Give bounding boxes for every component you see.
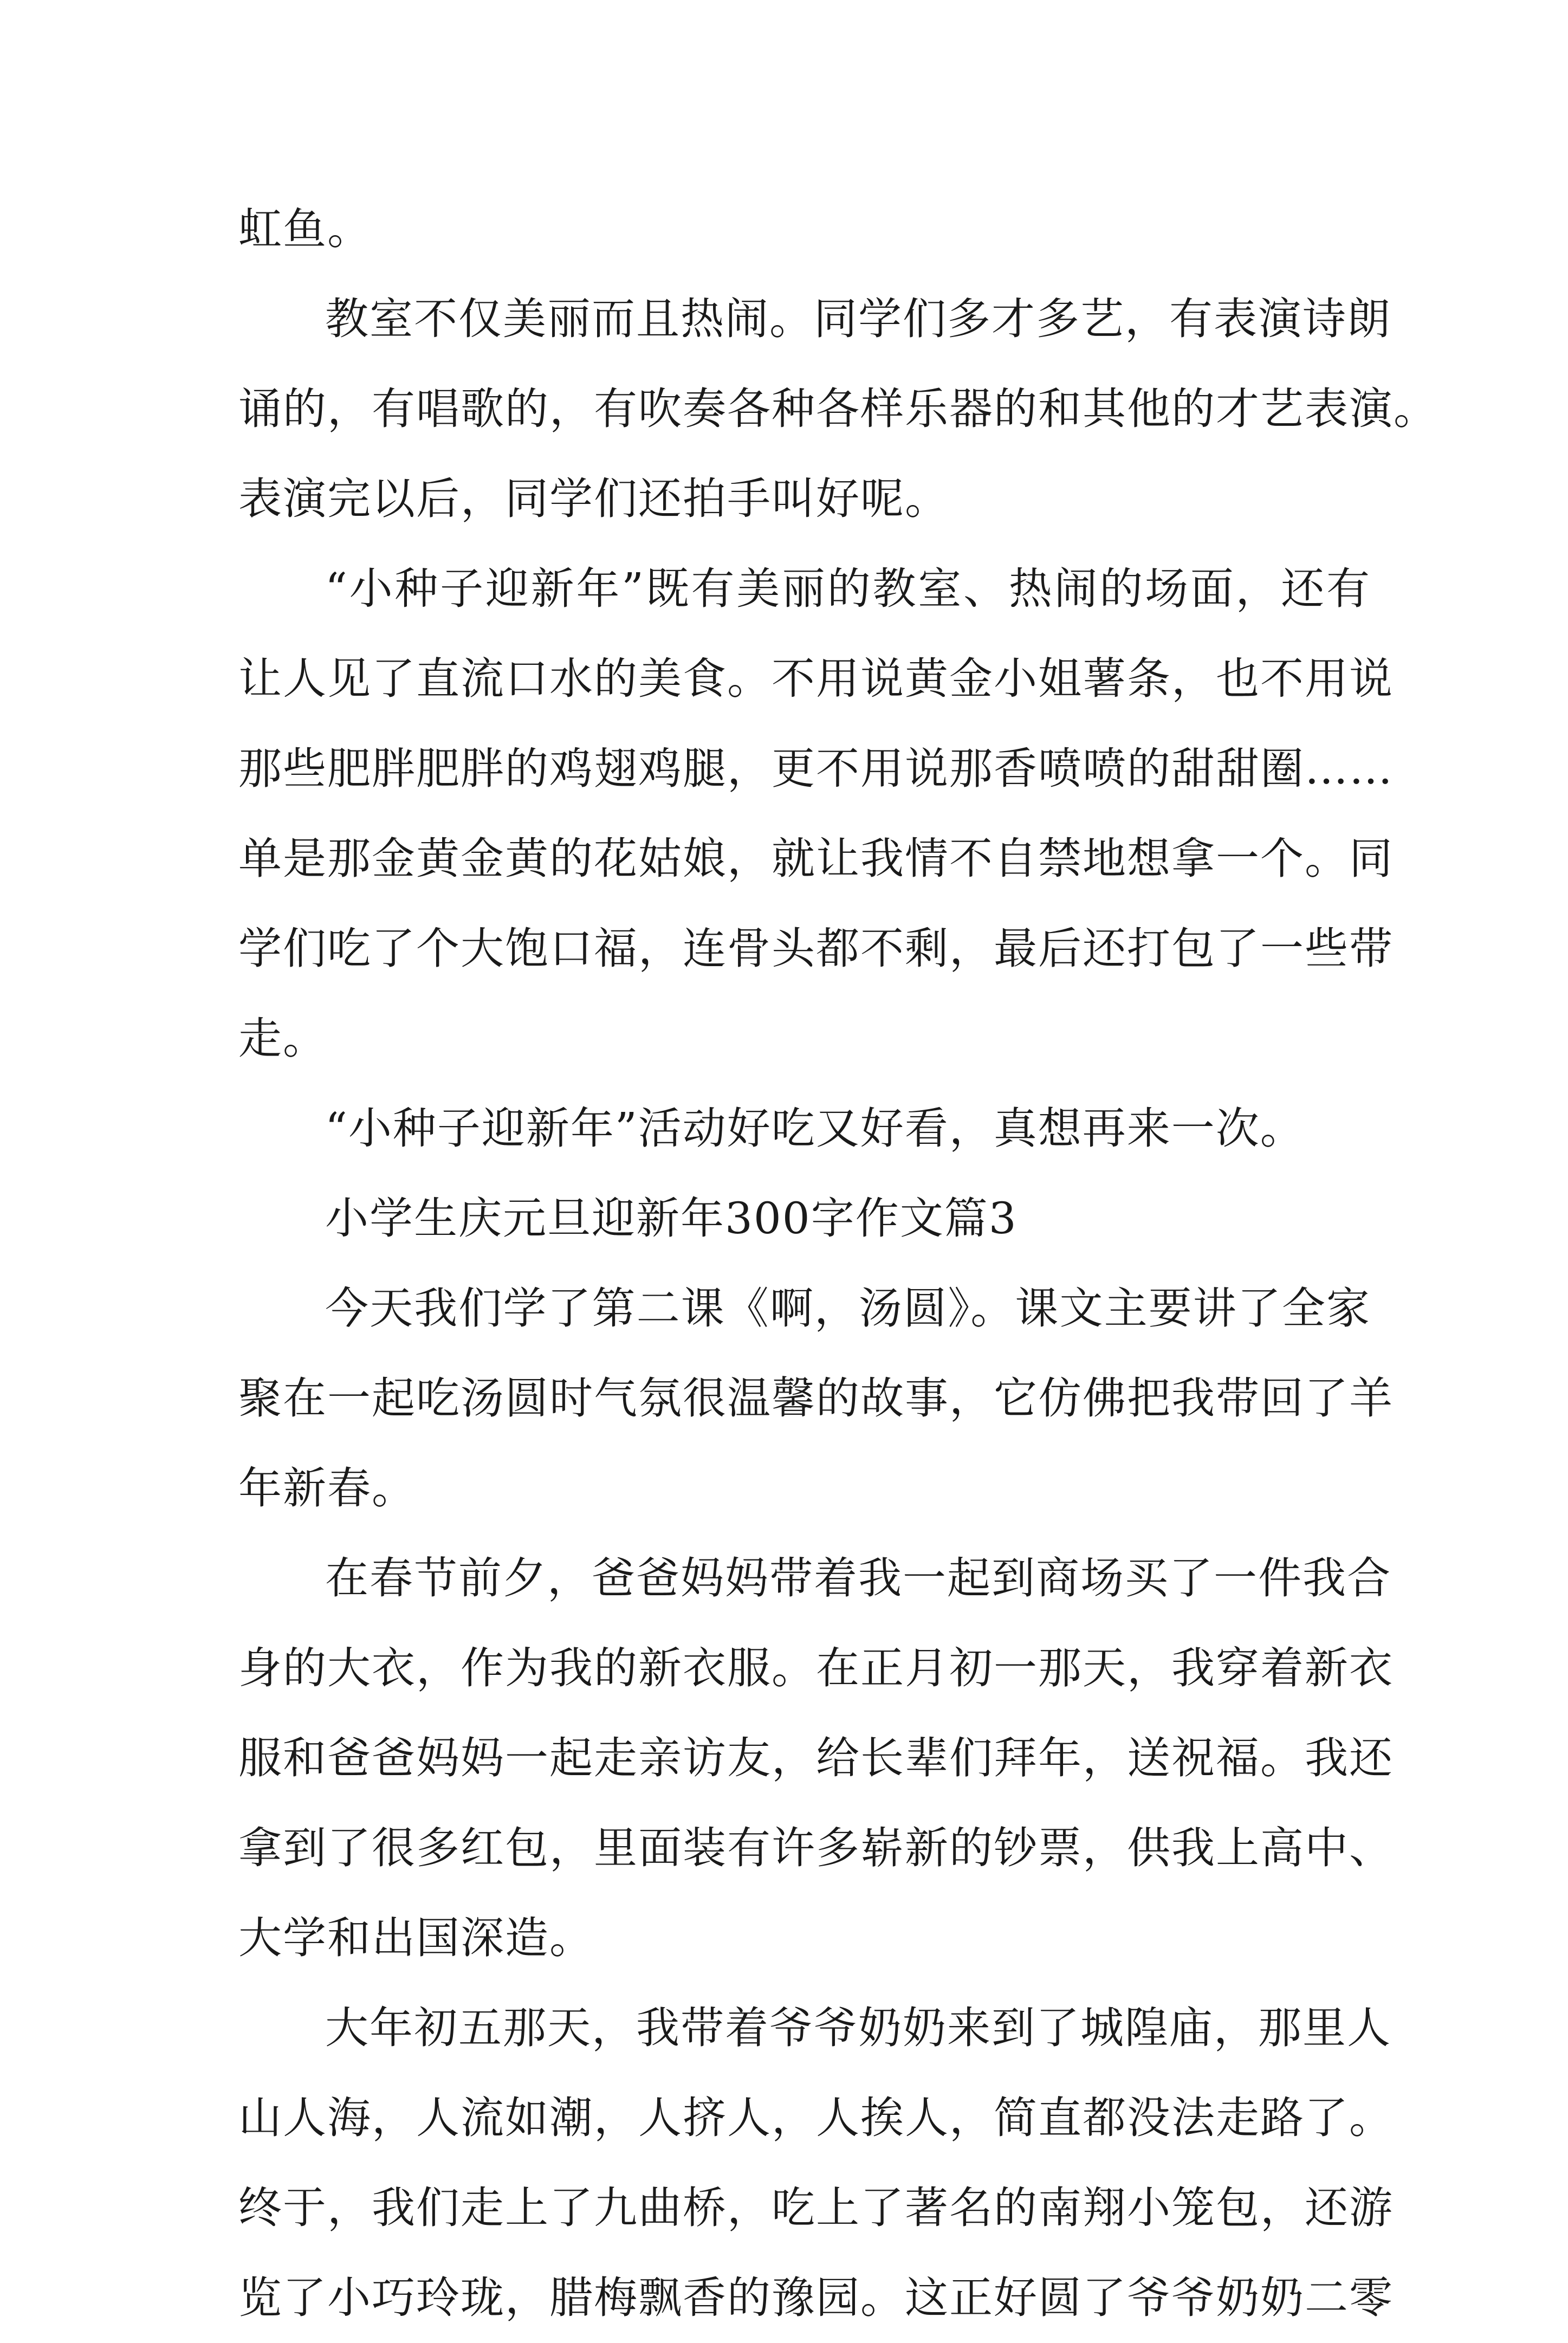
text-line: 那些肥胖肥胖的鸡翅鸡腿，更不用说那香喷喷的甜甜圈…… xyxy=(238,743,1394,794)
text-line: 虹鱼。 xyxy=(238,204,372,254)
text-line: 拿到了很多红包，里面装有许多崭新的钞票，供我上高中、 xyxy=(238,1823,1394,1873)
text-line: 表演完以后，同学们还拍手叫好呢。 xyxy=(238,474,949,524)
paragraph-start-line: 大年初五那天，我带着爷爷奶奶来到了城隍庙，那里人 xyxy=(325,2003,1391,2053)
text-line: 诵的，有唱歌的，有吹奏各种各样乐器的和其他的才艺表演。 xyxy=(238,384,1438,434)
paragraph-start-line: 在春节前夕，爸爸妈妈带着我一起到商场买了一件我合 xyxy=(325,1553,1391,1603)
article-body xyxy=(238,184,1438,2343)
text-line: 山人海，人流如潮，人挤人，人挨人，简直都没法走路了。 xyxy=(238,2093,1394,2143)
paragraph-start-line: “小种子迎新年”既有美丽的教室、热闹的场面，还有 xyxy=(325,564,1371,614)
section-heading: 小学生庆元旦迎新年300字作文篇3 xyxy=(325,1193,1018,1244)
paragraph-start-line: “小种子迎新年”活动好吃又好看，真想再来一次。 xyxy=(325,1103,1305,1154)
text-line: 让人见了直流口水的美食。不用说黄金小姐薯条，也不用说 xyxy=(238,653,1394,704)
text-line: 聚在一起吃汤圆时气氛很温馨的故事，它仿佛把我带回了羊 xyxy=(238,1373,1394,1423)
text-line: 终于，我们走上了九曲桥，吃上了著名的南翔小笼包，还游 xyxy=(238,2183,1394,2233)
text-line: 学们吃了个大饱口福，连骨头都不剩，最后还打包了一些带 xyxy=(238,923,1394,974)
text-line: 年新春。 xyxy=(238,1463,416,1513)
text-line: 走。 xyxy=(238,1013,327,1064)
text-line: 单是那金黄金黄的花姑娘，就让我情不自禁地想拿一个。同 xyxy=(238,833,1394,884)
text-line: 览了小巧玲珑，腊梅飘香的豫园。这正好圆了爷爷奶奶二零 xyxy=(238,2273,1394,2323)
paragraph-start-line: 教室不仅美丽而且热闹。同学们多才多艺，有表演诗朗 xyxy=(325,294,1391,344)
paragraph-start-line: 今天我们学了第二课《啊，汤圆》。课文主要讲了全家 xyxy=(325,1283,1371,1334)
text-line: 服和爸爸妈妈一起走亲访友，给长辈们拜年，送祝福。我还 xyxy=(238,1733,1394,1783)
text-line: 身的大衣，作为我的新衣服。在正月初一那天，我穿着新衣 xyxy=(238,1643,1394,1693)
text-line: 大学和出国深造。 xyxy=(238,1913,594,1963)
